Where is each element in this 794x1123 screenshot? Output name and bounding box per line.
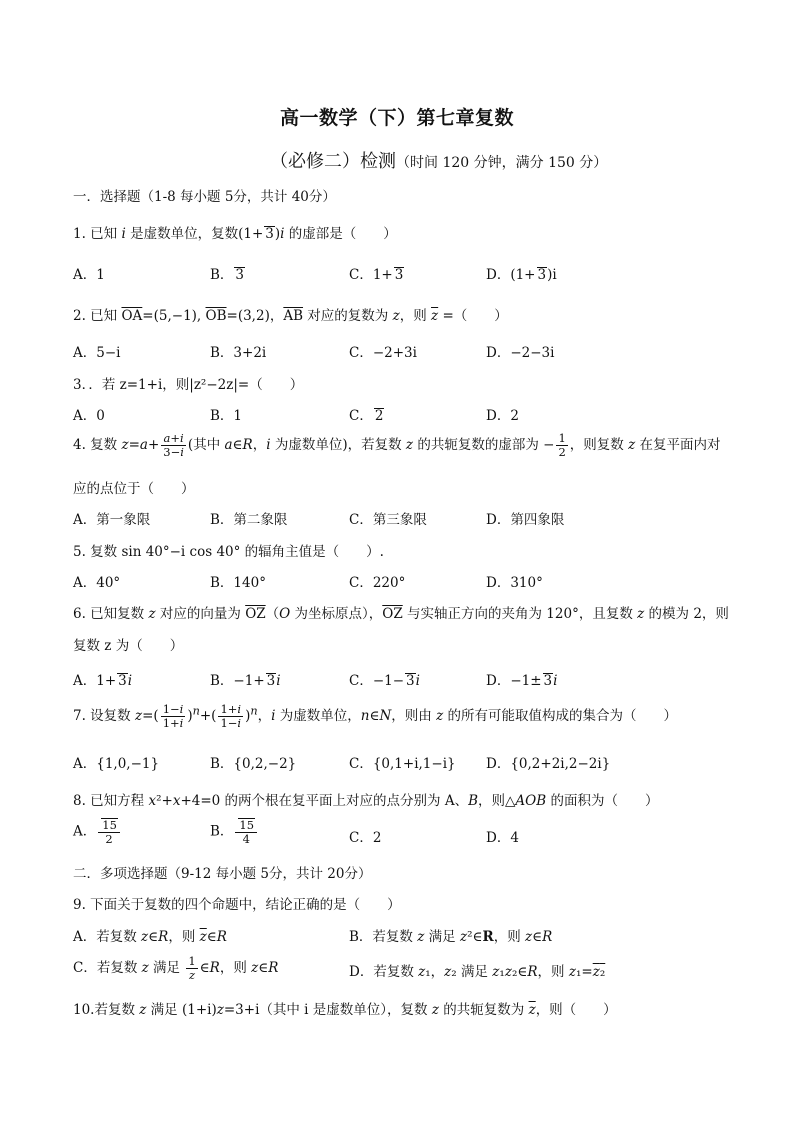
- question-4-continued: 应的点位于（ ）: [73, 481, 195, 497]
- question-6-continued: 复数 z 为（ ）: [73, 638, 184, 654]
- option-d: D．第四象限: [486, 512, 565, 528]
- option-c: C．第三象限: [349, 512, 427, 528]
- option-c: C．{0,1+i,1−i}: [349, 756, 456, 772]
- option-a: A．1+ 3i: [73, 673, 133, 689]
- option-a: A．1: [73, 267, 105, 283]
- option-b: B．−1+ 3i: [210, 673, 281, 689]
- option-d: D．2: [486, 408, 519, 424]
- page-subtitle: [270, 147, 607, 173]
- option-c: C．若复数 z 满足 $\frac{1}{z}$ ∈R，则 z∈R: [73, 954, 279, 983]
- option-a: A．第一象限: [73, 512, 151, 528]
- option-b: B． $\frac{15}{4}$: [210, 818, 259, 846]
- option-c: C．1+ 3: [349, 267, 404, 283]
- question-3: 3．．若 z=1+i，则|z²−2z|=（ ）: [73, 377, 304, 393]
- option-c: C． 2: [349, 408, 384, 424]
- option-d: D．{0,2+2i,2−2i}: [486, 756, 611, 772]
- option-a: A．若复数 z∈R，则 $\overline{z}\in R$: [73, 929, 227, 945]
- question-10: 10.若复数 z 满足 (1+i)z=3+i（其中 i 是虚数单位），复数 z 的共轭复数为 $\overline{z}$，则（ ）: [73, 1002, 617, 1018]
- option-b: B．若复数 z 满足 z²∈R，则 z∈R: [349, 929, 553, 945]
- option-d: D．−2−3i: [486, 345, 555, 361]
- question-4: 4. 复数 z=a+ $\frac{a+i}{3-i}$ (其中 a∈R，i 为虚数单位)，若复数 z 的共轭复数的虚部为 − $\frac{1}{2}$ ，则复数 z 在复平面内对: [73, 431, 721, 460]
- option-b: B．第二象限: [210, 512, 288, 528]
- option-a: A．{1,0,−1}: [73, 756, 160, 772]
- option-d: D．310°: [486, 575, 543, 591]
- option-a: A．5−i: [73, 345, 121, 361]
- option-c: C．220°: [349, 575, 406, 591]
- option-b: B．{0,2,−2}: [210, 756, 297, 772]
- section-heading-1: 一．选择题（1-8 每小题 5分，共计 40分）: [73, 189, 336, 205]
- question-6: 6. 已知复数 z 对应的向量为 $\overline{OZ}(O$ 为坐标原点），$\overline{OZ}$ 与实轴正方向的夹角为 120°，且复数 z 的模为 2，则: [73, 606, 729, 622]
- question-7: 7. 设复数 z=( $\frac{1-i}{1+i}$ )$^n$+( $\frac{1+i}{1-i}$ )$^n$，i 为虚数单位，n∈N，则由 z 的所有可能取值构成的集合为（ ）: [73, 702, 677, 731]
- option-a: A． $\frac{15}{2}$: [73, 818, 122, 846]
- option-c: C．−1− 3i: [349, 673, 420, 689]
- question-9: 9. 下面关于复数的四个命题中，结论正确的是（ ）: [73, 897, 401, 913]
- question-2: 2. 已知 $\overline{OA}=(5,-1)$, $\overline{OB}=(3,2)$，$\overline{AB}$ 对应的复数为 z，则 $\overline{z}$ =（ ）: [73, 308, 508, 324]
- subtitle-main: （必修二）检测: [270, 151, 396, 172]
- option-c: C．−2+3i: [349, 345, 417, 361]
- option-d: D．(1+ 3)i: [486, 267, 557, 283]
- option-a: A．40°: [73, 575, 121, 591]
- question-8: 8. 已知方程 x²+x+4=0 的两个根在复平面上对应的点分别为 A、B，则△AOB 的面积为（ ）: [73, 793, 659, 809]
- option-d: D．4: [486, 830, 519, 846]
- subtitle-note: （时间 120 分钟，满分 150 分）: [396, 155, 608, 171]
- option-d: D．−1± 3i: [486, 673, 558, 689]
- option-c: C．2: [349, 830, 382, 846]
- question-5: 5. 复数 sin 40°−i cos 40° 的辐角主值是（ ）.: [73, 544, 384, 560]
- option-b: B．3+2i: [210, 345, 267, 361]
- option-b: B． 3: [210, 267, 245, 283]
- option-d: D．若复数 z₁，z₂ 满足 z₁z₂∈R，则 z₁=z₂: [349, 964, 606, 980]
- page-title: 高一数学（下）第七章复数: [279, 107, 514, 129]
- option-b: B．140°: [210, 575, 266, 591]
- question-1: 1. 已知 i 是虚数单位，复数(1+ 3)i 的虚部是（ ）: [73, 226, 397, 242]
- option-b: B．1: [210, 408, 243, 424]
- option-a: A．0: [73, 408, 105, 424]
- section-heading-2: 二．多项选择题（9-12 每小题 5分，共计 20分）: [73, 866, 372, 882]
